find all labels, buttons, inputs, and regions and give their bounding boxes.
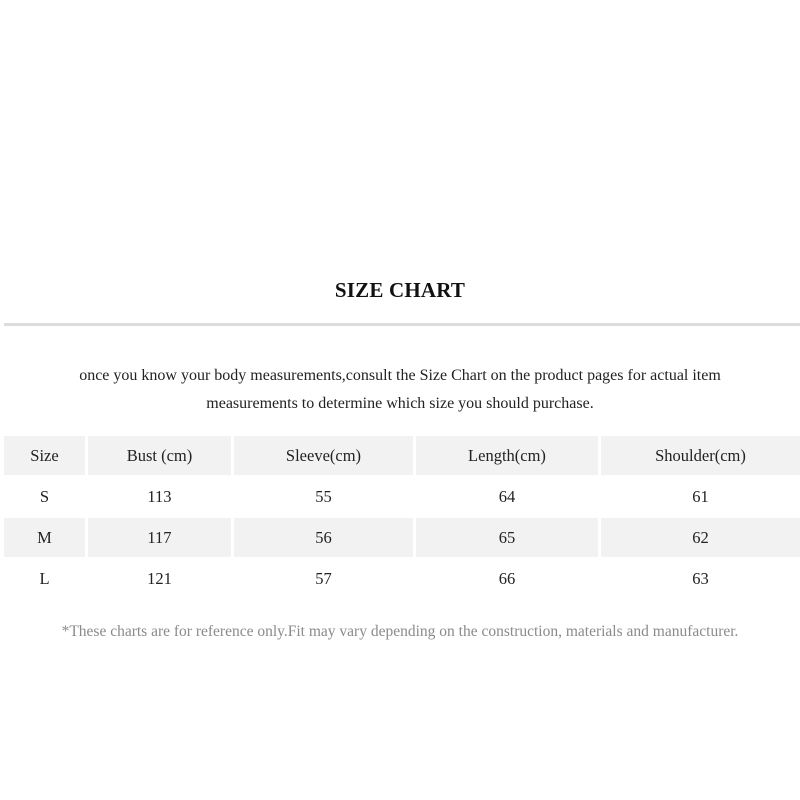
- intro-line-1: once you know your body measurements,consult the Size Chart on the product pages for actual item: [79, 367, 721, 384]
- cell-bust: 117: [88, 516, 234, 557]
- table-row: [4, 475, 800, 516]
- table-row: [4, 557, 800, 598]
- header-bust: Bust (cm): [88, 436, 234, 475]
- cell-sleeve: 55: [234, 475, 416, 516]
- header-length: Length(cm): [416, 436, 601, 475]
- header-shoulder: Shoulder(cm): [601, 436, 800, 475]
- reference-footnote: *These charts are for reference only.Fit may vary depending on the construction, materials and manufacturer.: [61, 623, 739, 640]
- cell-bust: 113: [88, 475, 234, 516]
- intro-line-2: measurements to determine which size you should purchase.: [206, 395, 594, 412]
- cell-size: L: [4, 557, 88, 598]
- table-header-row: [4, 436, 800, 475]
- header-sleeve: Sleeve(cm): [234, 436, 416, 475]
- cell-sleeve: 56: [234, 516, 416, 557]
- cell-length: 64: [416, 475, 601, 516]
- cell-shoulder: 63: [601, 557, 800, 598]
- size-table: [4, 436, 800, 598]
- table-row: [4, 516, 800, 557]
- cell-size: M: [4, 516, 88, 557]
- cell-shoulder: 62: [601, 516, 800, 557]
- cell-shoulder: 61: [601, 475, 800, 516]
- cell-size: S: [4, 475, 88, 516]
- cell-length: 65: [416, 516, 601, 557]
- header-size: Size: [4, 436, 88, 475]
- intro-text: [0, 362, 800, 418]
- cell-sleeve: 57: [234, 557, 416, 598]
- title-divider: [4, 323, 800, 326]
- cell-length: 66: [416, 557, 601, 598]
- page-title: SIZE CHART: [334, 278, 466, 302]
- cell-bust: 121: [88, 557, 234, 598]
